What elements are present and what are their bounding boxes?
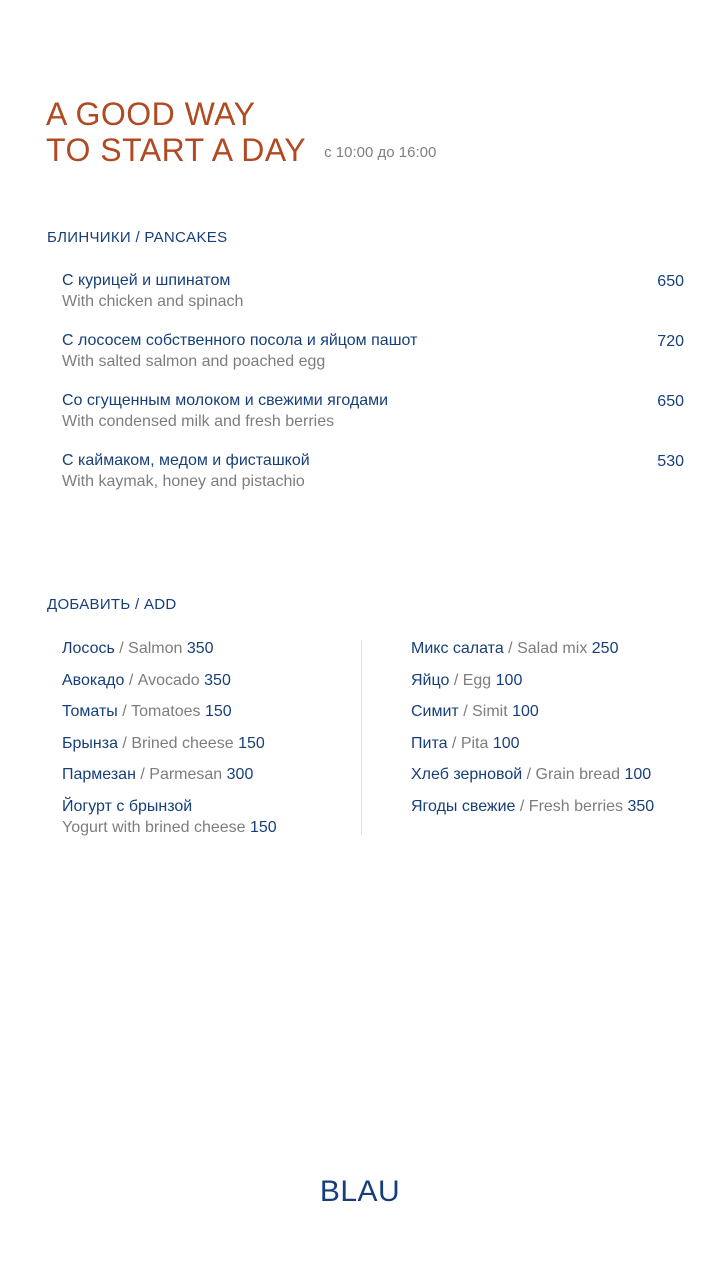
item-name-en: With condensed milk and fresh berries: [62, 413, 335, 430]
add-item: Брынза / Brined cheese 150: [62, 734, 265, 752]
add-item-en: Fresh berries: [528, 797, 624, 815]
pancakes-list: [62, 270, 684, 510]
add-item: Симит / Simit 100: [411, 703, 539, 720]
add-item-price: 350: [204, 671, 231, 689]
add-item-ru: Пита: [411, 734, 448, 752]
add-item-ru: Пармезан: [62, 766, 136, 783]
title-line-2-text: TO START A DAY: [46, 132, 307, 168]
add-item-price: 250: [591, 640, 619, 657]
add-item: Пита / Pita 100: [411, 734, 520, 752]
item-name-ru: Со сгущенным молоком и свежими ягодами: [62, 392, 389, 409]
menu-item: [62, 330, 684, 390]
add-item: Ягоды свежие / Fresh berries 350: [411, 797, 655, 815]
item-name-ru: С курицей и шпинатом: [62, 272, 231, 289]
menu-item: [62, 270, 684, 330]
add-item-en: Tomatoes: [131, 703, 201, 720]
add-item-price: 150: [249, 818, 277, 836]
add-item-ru: Лосось: [62, 640, 115, 657]
add-item-price: 100: [512, 703, 539, 720]
add-item-ru: Брынза: [62, 734, 118, 752]
add-item: Томаты / Tomatoes 150: [62, 703, 232, 720]
add-item: [62, 796, 352, 838]
add-item-en: Pita: [460, 734, 489, 752]
add-item-price: 350: [627, 797, 655, 815]
item-name-en: With salted salmon and poached egg: [62, 353, 326, 370]
column-divider: [361, 640, 362, 835]
title-line-2: [46, 132, 436, 171]
item-price: 650: [657, 393, 684, 410]
add-item: Пармезан / Parmesan 300: [62, 766, 254, 783]
title-line-1: A GOOD WAY: [46, 96, 256, 132]
add-item-ru: Микс салата: [411, 640, 504, 657]
add-item-en: Salmon: [128, 640, 183, 657]
add-item-en: Brined cheese: [131, 734, 234, 752]
add-item-en: Grain bread: [535, 766, 621, 783]
add-item-en: Yogurt with brined cheese: [62, 818, 246, 836]
pancakes-heading: БЛИНЧИКИ / PANCAKES: [47, 229, 228, 246]
add-item-ru: Йогурт с брынзой: [62, 797, 193, 815]
item-name-en: With kaymak, honey and pistachio: [62, 473, 305, 490]
item-price: 650: [657, 273, 684, 290]
add-item: Яйцо / Egg 100: [411, 671, 523, 689]
item-price: 720: [657, 333, 684, 350]
add-item-price: 100: [492, 734, 520, 752]
item-name-ru: С каймаком, медом и фисташкой: [62, 452, 310, 469]
add-item-price: 300: [226, 766, 254, 783]
add-list-right: [411, 638, 701, 827]
item-name-ru: С лососем собственного посола и яйцом пашот: [62, 332, 418, 349]
add-item-ru: Томаты: [62, 703, 118, 720]
add-item-price: 150: [204, 703, 232, 720]
item-name-en: With chicken and spinach: [62, 293, 244, 310]
add-item-price: 150: [238, 734, 265, 752]
menu-item: [62, 390, 684, 450]
add-item-ru: Авокадо: [62, 671, 125, 689]
add-item-ru: Яйцо: [411, 671, 450, 689]
add-item: Авокадо / Avocado 350: [62, 671, 231, 689]
add-item-price: 100: [624, 766, 652, 783]
add-item-price: 350: [186, 640, 214, 657]
add-item: Хлеб зерновой / Grain bread 100: [411, 766, 652, 783]
serving-hours: с 10:00 до 16:00: [324, 143, 437, 161]
add-item-ru: Ягоды свежие: [411, 797, 516, 815]
page-title: [46, 96, 436, 171]
add-item-en: Avocado: [137, 671, 200, 689]
add-item-en: Salad mix: [517, 640, 588, 657]
add-item: Лосось / Salmon 350: [62, 640, 214, 657]
add-list-left: [62, 638, 352, 848]
add-item-en: Egg: [462, 671, 492, 689]
add-item-price: 100: [495, 671, 523, 689]
add-heading: ДОБАВИТЬ / ADD: [47, 596, 177, 613]
add-item-en: Simit: [472, 703, 508, 720]
add-item: Микс салата / Salad mix 250: [411, 640, 619, 657]
menu-item: [62, 450, 684, 510]
add-item-en: Parmesan: [149, 766, 223, 783]
brand-logo: BLAU: [319, 1175, 401, 1208]
add-item-ru: Симит: [411, 703, 459, 720]
add-item-ru: Хлеб зерновой: [411, 766, 523, 783]
item-price: 530: [657, 453, 684, 470]
